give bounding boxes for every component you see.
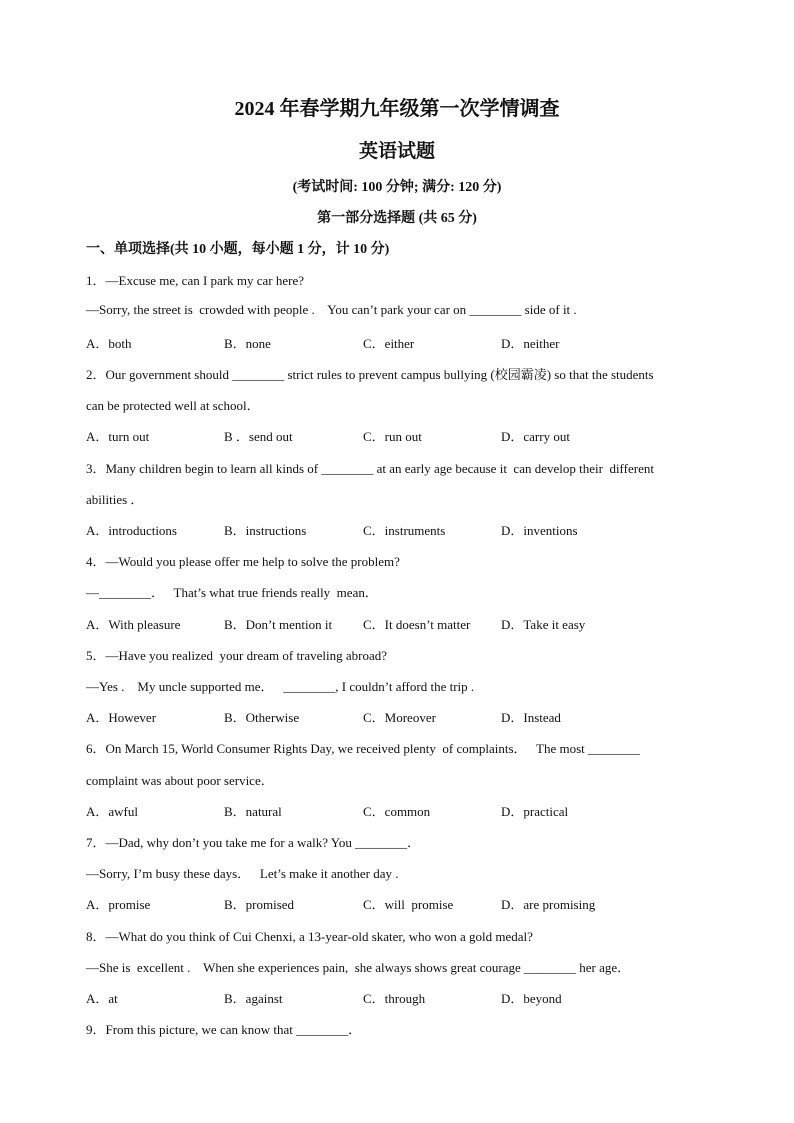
option-d: D．Take it easy (501, 617, 586, 632)
question-6-options (86, 801, 726, 819)
option-c: C．common (363, 804, 431, 819)
question-1-line-2: —Sorry, the street is crowded with people . You can’t park your car on ________ side of it . (86, 302, 577, 317)
question-6-line-1: 6．On March 15, World Consumer Rights Day, we received plenty of complaints． The most ________ (86, 741, 641, 756)
question-4-line-2: —________． That’s what true friends really mean． (86, 585, 378, 600)
option-d: D．inventions (501, 523, 578, 538)
option-a: A．awful (86, 804, 138, 819)
exam-title: 2024 年春学期九年级第一次学情调查 (234, 98, 560, 120)
question-7-options (86, 894, 726, 912)
option-c: C．run out (363, 429, 422, 444)
option-a: A．introductions (86, 523, 177, 538)
option-c: C．Moreover (363, 710, 436, 725)
option-b: B．against (224, 991, 283, 1006)
option-b: B．promised (224, 897, 295, 912)
question-8-line-1: 8．—What do you think of Cui Chenxi, a 13-year-old skater, who won a gold medal? (86, 929, 533, 944)
option-c: C．through (363, 991, 426, 1006)
question-6-line-2: complaint was about poor service． (86, 773, 274, 788)
option-d: D．beyond (501, 991, 562, 1006)
option-d: D．Instead (501, 710, 561, 725)
option-b: B．Don’t mention it (224, 617, 333, 632)
option-d: D．practical (501, 804, 569, 819)
question-8-options (86, 988, 726, 1006)
exam-info: (考试时间: 100 分钟; 满分: 120 分) (292, 180, 502, 195)
option-b: B．Otherwise (224, 710, 300, 725)
option-b: B．instructions (224, 523, 307, 538)
option-c: C．instruments (363, 523, 446, 538)
option-a: A．However (86, 710, 157, 725)
question-2-options (86, 426, 726, 444)
question-7-line-1: 7．—Dad, why don’t you take me for a walk? You ________． (86, 835, 421, 850)
question-9-line-1: 9．From this picture, we can know that ________． (86, 1022, 362, 1037)
question-7-line-2: —Sorry, I’m busy these days． Let’s make it another day . (86, 866, 399, 881)
option-a: A．both (86, 336, 132, 351)
option-b: B．none (224, 336, 271, 351)
option-b: B ．send out (224, 429, 293, 444)
question-4-options (86, 614, 726, 632)
question-3-line-2: abilities ． (86, 492, 144, 507)
question-1-options (86, 333, 726, 351)
question-2-line-2: can be protected well at school． (86, 398, 260, 413)
question-4-line-1: 4．—Would you please offer me help to solve the problem? (86, 554, 400, 569)
option-c: C．either (363, 336, 415, 351)
question-3-line-1: 3．Many children begin to learn all kinds of ________ at an early age because it can develop their different (86, 461, 654, 476)
question-8-line-2: —She is excellent . When she experiences pain, she always shows great courage ________ her age． (86, 960, 631, 975)
question-1-line-1: 1．—Excuse me, can I park my car here? (86, 273, 305, 288)
question-3-options (86, 520, 726, 538)
option-a: A．promise (86, 897, 151, 912)
option-d: D．carry out (501, 429, 570, 444)
subject-title: 英语试题 (358, 141, 435, 162)
question-5-line-2: —Yes . My uncle supported me． ________, I couldn’t afford the trip . (86, 679, 475, 694)
section-heading: 一、单项选择(共 10 小题，每小题 1 分，计 10 分) (86, 242, 390, 257)
option-b: B．natural (224, 804, 282, 819)
option-a: A．turn out (86, 429, 150, 444)
option-c: C．It doesn’t matter (363, 617, 471, 632)
question-5-options (86, 707, 726, 725)
question-5-line-1: 5．—Have you realized your dream of traveling abroad? (86, 648, 388, 663)
option-a: A．at (86, 991, 118, 1006)
question-2-line-1: 2．Our government should ________ strict rules to prevent campus bullying (校园霸凌) so that the students (86, 367, 654, 382)
part-heading: 第一部分选择题 (共 65 分) (317, 211, 477, 226)
option-d: D．neither (501, 336, 560, 351)
option-c: C．will promise (363, 897, 454, 912)
option-d: D．are promising (501, 897, 596, 912)
option-a: A．With pleasure (86, 617, 181, 632)
